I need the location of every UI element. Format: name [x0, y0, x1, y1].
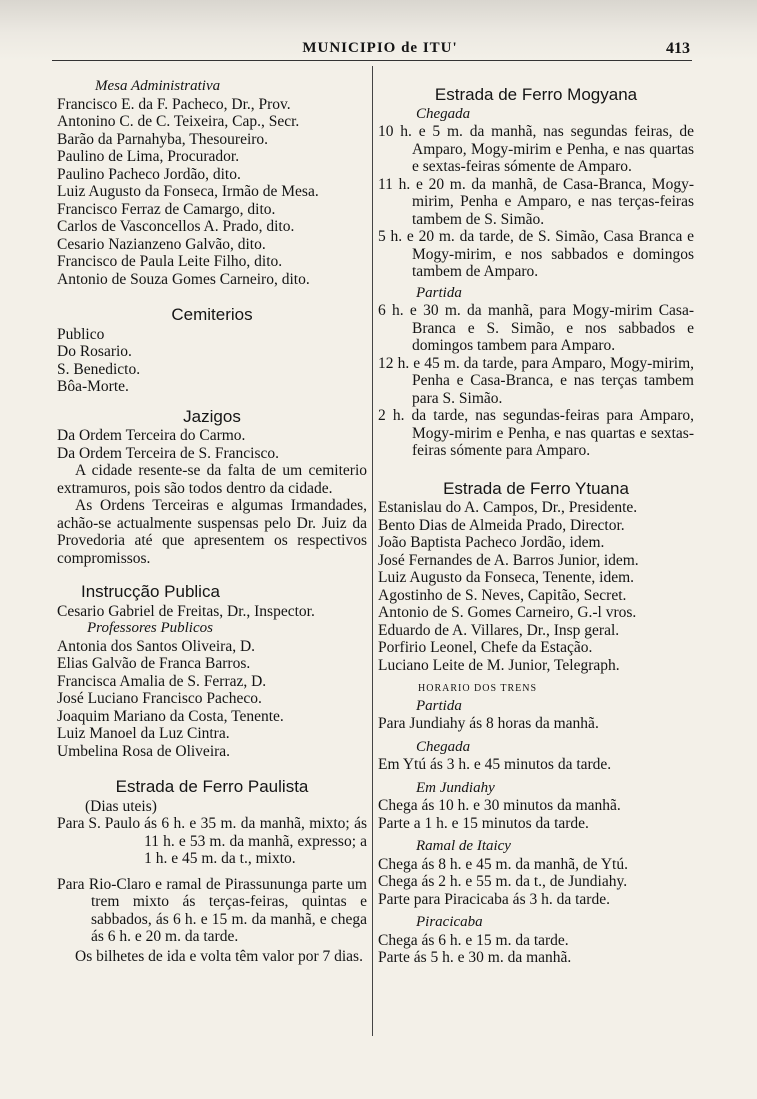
professores-title: Professores Publicos [87, 620, 213, 636]
inspector-line: Cesario Gabriel de Freitas, Dr., Inspector. [57, 602, 315, 620]
professor-item: Luiz Manoel da Luz Cintra. [57, 725, 230, 742]
jazigo-item: Da Ordem Terceira de S. Francisco. [57, 444, 280, 462]
mesa-member: Francisco E. da F. Pacheco, Dr., Prov. [57, 95, 291, 113]
jundiahy-title: Em Jundiahy [416, 779, 495, 796]
ytuana-staff: José Fernandes de A. Barros Junior, idem. [378, 551, 639, 569]
paulista-heading: Estrada de Ferro Paulista [115, 777, 309, 796]
professor-item: Umbelina Rosa de Oliveira. [57, 742, 231, 760]
mogyana-chegada-title: Chegada [416, 105, 471, 122]
right-column [378, 78, 694, 967]
mesa-member: Antonio de Souza Gomes Carneiro, dito. [57, 270, 310, 288]
ytuana-partida-title: Partida [416, 697, 462, 714]
cemiterio-item: Do Rosario. [57, 343, 132, 360]
cemiterio-item: Bôa-Morte. [57, 378, 129, 395]
mesa-member: Luiz Augusto da Fonseca, Irmão de Mesa. [57, 183, 319, 200]
mesa-title: Mesa Administrativa [95, 78, 221, 94]
mesa-member: Carlos de Vasconcellos A. Prado, dito. [57, 218, 295, 235]
page-header [0, 0, 757, 60]
left-column [57, 78, 367, 965]
paulista-bilhetes: Os bilhetes de ida e volta têm valor por 7 dias. [75, 947, 363, 965]
paulista-sp-entry [57, 815, 367, 868]
ytuana-staff: Porfirio Leonel, Chefe da Estação. [378, 639, 593, 656]
ytuana-heading: Estrada de Ferro Ytuana [443, 478, 629, 498]
itaicy-title: Ramal de Itaicy [416, 838, 511, 854]
jazigos-paragraph: As Ordens Terceiras e algumas Irmandades, achão-se actualmente suspensas pelo Dr. Juiz da Provedoria até que apresentem os respectivos compromissos. [57, 497, 367, 567]
cemiterios-heading: Cemiterios [171, 305, 253, 324]
ytuana-chegada-title: Chegada [416, 738, 471, 755]
ytuana-staff: Agostinho de S. Neves, Capitão, Secret. [378, 586, 627, 604]
mesa-member: Francisco Ferraz de Camargo, dito. [57, 200, 276, 218]
paulista-rio-text: Para Rio-Claro e ramal de Pirassununga parte um trem mixto ás terças-feiras, quintas e sabbados, ás 6 h. e 15 m. da manhã, e chega ás 6 h. e 20 m. da tarde. [57, 875, 367, 945]
ytuana-staff: Estanislau do A. Campos, Dr., Presidente. [378, 499, 638, 516]
jazigo-item: Da Ordem Terceira do Carmo. [57, 427, 246, 444]
mogyana-partida-title: Partida [416, 284, 462, 301]
page-number: 413 [666, 40, 690, 57]
itaicy-item: Chega ás 8 h. e 45 m. da manhã, de Ytú. [378, 855, 628, 873]
ytuana-staff: Antonio de S. Gomes Carneiro, G.-l vros. [378, 604, 637, 621]
mogyana-chegada-item: 5 h. e 20 m. da tarde, de S. Simão, Casa Branca e Mogy-mirim, e nos sabbados e domingos tambem de Amparo. [378, 228, 694, 280]
piracicaba-title: Piracicaba [416, 914, 483, 930]
ytuana-staff: Bento Dias de Almeida Prado, Director. [378, 516, 625, 534]
cemiterio-item: Publico [57, 325, 105, 343]
itaicy-item: Parte para Piracicaba ás 3 h. da tarde. [378, 890, 610, 908]
itaicy-item: Chega ás 2 h. e 55 m. da t., de Jundiahy. [378, 873, 628, 890]
paulista-subtitle: (Dias uteis) [85, 797, 157, 815]
professor-item: Elias Galvão de Franca Barros. [57, 655, 251, 672]
jundiahy-item: Parte a 1 h. e 15 minutos da tarde. [378, 814, 589, 832]
mogyana-partida-item: 12 h. e 45 m. da tarde, para Amparo, Mogy-mirim, Penha e Casa-Branca, e nas terças tambem para S. Simão. [378, 354, 694, 407]
mesa-member: Paulino Pacheco Jordão, dito. [57, 165, 241, 183]
mogyana-chegada-item: 10 h. e 5 m. da manhã, nas segundas feiras, de Amparo, Mogy-mirim e Penha, e nas quartas e sextas-feiras sómente de Amparo. [378, 123, 694, 175]
paulista-sp-label: Para S. Paulo [57, 815, 141, 832]
header-rule [52, 60, 692, 61]
piracicaba-item: Parte ás 5 h. e 30 m. da manhã. [378, 949, 572, 966]
mesa-member: Cesario Nazianzeno Galvão, dito. [57, 235, 266, 253]
professor-item: José Luciano Francisco Pacheco. [57, 690, 262, 707]
jundiahy-item: Chega ás 10 h. e 30 minutos da manhã. [378, 797, 621, 814]
instruccao-heading: Instrucção Publica [81, 582, 220, 601]
mesa-member: Francisco de Paula Leite Filho, dito. [57, 253, 283, 270]
jazigos-heading: Jazigos [183, 406, 241, 426]
ytuana-partida: Para Jundiahy ás 8 horas da manhã. [378, 715, 599, 732]
ytuana-staff: Luciano Leite de M. Junior, Telegraph. [378, 656, 620, 674]
ytuana-staff: João Baptista Pacheco Jordão, idem. [378, 534, 605, 551]
professor-item: Francisca Amalia de S. Ferraz, D. [57, 672, 267, 690]
ytuana-staff: Eduardo de A. Villares, Dr., Insp geral. [378, 621, 620, 639]
jazigos-paragraph: A cidade resente-se da falta de um cemiterio extramuros, pois são todos dentro da cidade. [57, 462, 367, 497]
piracicaba-item: Chega ás 6 h. e 15 m. da tarde. [378, 931, 569, 949]
mogyana-partida-item: 6 h. e 30 m. da manhã, para Mogy-mirim Casa-Branca e S. Simão, e nos sabbados e domingos tambem para Amparo. [378, 302, 694, 354]
mogyana-heading: Estrada de Ferro Mogyana [434, 85, 638, 104]
mesa-list [57, 96, 367, 289]
running-head: MUNICIPIO de ITU' [302, 40, 458, 56]
spacer [57, 868, 367, 876]
cemiterio-item: S. Benedicto. [57, 360, 141, 378]
professor-item: Joaquim Mariano da Costa, Tenente. [57, 707, 284, 725]
mesa-member: Antonino C. de C. Teixeira, Cap., Secr. [57, 113, 300, 130]
mogyana-partida-item: 2 h. da tarde, nas segundas-feiras para Amparo, Mogy-mirim e Penha, e nas quartas e sextas-feiras sómente para Amparo. [378, 407, 694, 459]
ytuana-chegada: Em Ytú ás 3 h. e 45 minutos da tarde. [378, 756, 612, 773]
ytuana-staff: Luiz Augusto da Fonseca, Tenente, idem. [378, 569, 635, 586]
mogyana-chegada-item: 11 h. e 20 m. da manhã, de Casa-Branca, Mogy-mirim, Penha e Amparo, e nas terças-feiras tambem de S. Simão. [378, 175, 694, 228]
mesa-member: Paulino de Lima, Procurador. [57, 148, 240, 165]
column-divider [372, 66, 373, 1036]
horario-title: HORARIO DOS TRENS [418, 683, 538, 694]
paulista-sp-text: ás 6 h. e 35 m. da manhã, mixto; ás 11 h. e 53 m. da manhã, expresso; a 1 h. e 45 m. da t., mixto. [144, 815, 367, 867]
professor-item: Antonia dos Santos Oliveira, D. [57, 637, 256, 655]
mesa-member: Barão da Parnahyba, Thesoureiro. [57, 130, 269, 148]
